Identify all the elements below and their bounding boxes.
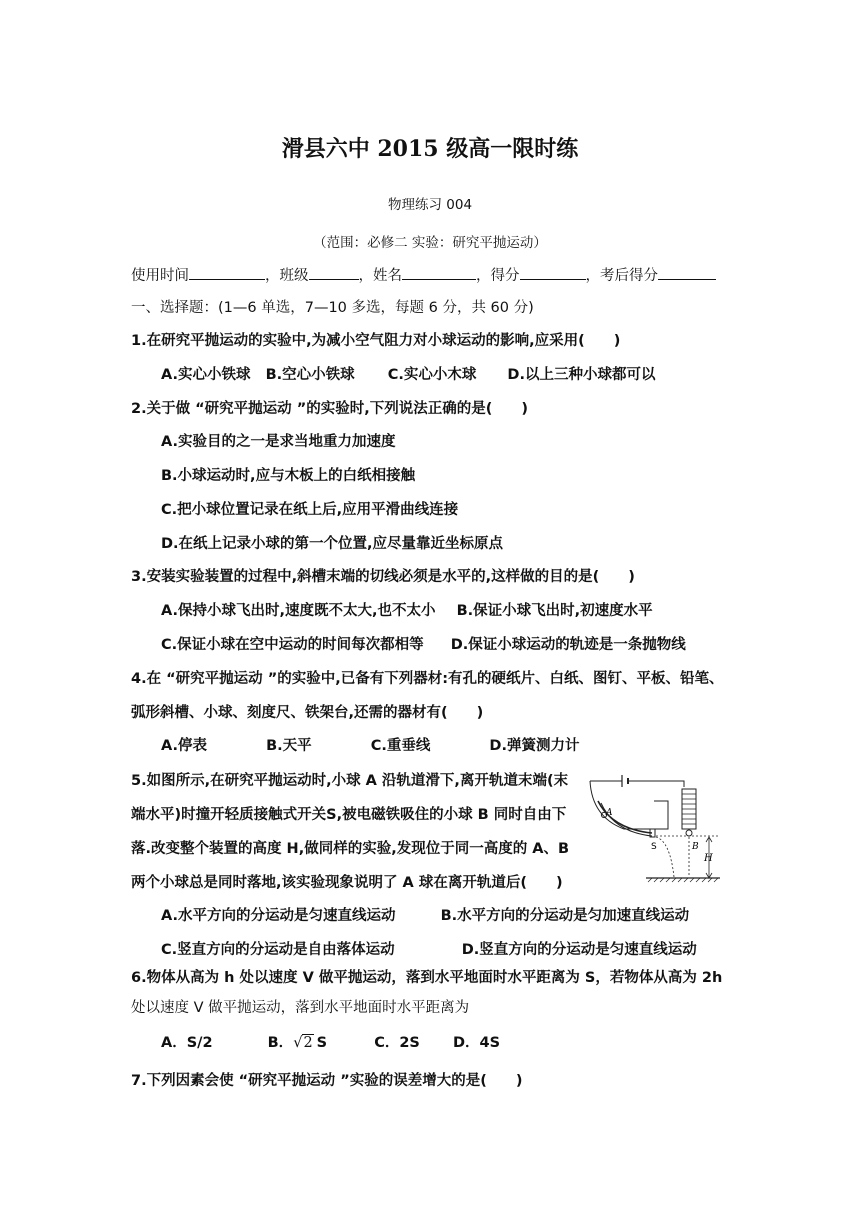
q6-stem-line2: 处以速度 V 做平抛运动，落到水平地面时水平距离为 [131,1000,470,1016]
q1-option-a: A.实心小铁球 [161,367,251,383]
label-b: B [692,842,699,852]
q4-stem-line2: 弧形斜槽、小球、刻度尺、铁架台,还需的器材有( ) [131,705,484,721]
q2-option-a: A.实验目的之一是求当地重力加速度 [161,434,396,450]
q5-stem-line2: 端水平)时撞开轻质接触式开关S,被电磁铁吸住的小球 B 同时自由下 [131,807,567,823]
q3-stem: 3.安装实验装置的过程中,斜槽末端的切线必须是水平的,这样做的目的是( ) [131,569,635,585]
time-blank[interactable] [189,265,265,280]
q5-options-row2 [161,940,697,960]
q5-stem-line1: 5.如图所示,在研究平抛运动时,小球 A 沿轨道滑下,离开轨道末端(末 [131,773,569,789]
q5-option-a: A.水平方向的分运动是匀速直线运动 [161,908,396,924]
q2-option-b: B.小球运动时,应与木板上的白纸相接触 [161,468,416,484]
q1-options [161,365,655,385]
time-label: 使用时间 [131,268,189,284]
q6-option-b-suffix: S [316,1035,328,1051]
final-score-blank[interactable] [658,265,716,280]
q4-option-c: C.重垂线 [370,738,431,754]
q3-option-b: B.保证小球飞出时,初速度水平 [456,603,653,619]
q6-options [161,1033,500,1053]
page-subtitle: 物理练习 004 [387,197,473,213]
q1-option-d: D.以上三种小球都可以 [507,367,656,383]
class-label: ，班级 [265,268,309,284]
q3-options-row1 [161,601,653,621]
q6-option-b-prefix: B． [267,1035,294,1051]
q5-stem-line3: 落.改变整个装置的高度 H,做同样的实验,发现位于同一高度的 A、B [131,841,570,857]
section-heading-text: 一、选择题：(1—6 单选，7—10 多选，每题 6 分，共 60 分) [131,300,534,316]
q3-option-d: D.保证小球运动的轨迹是一条抛物线 [450,637,686,653]
page-scope: （范围：必修二 实验：研究平抛运动） [313,235,547,251]
q7-stem: 7.下列因素会使 “研究平抛运动 ”实验的误差增大的是( ) [131,1073,523,1089]
q6-option-d: D．4S [452,1035,501,1051]
label-h: H [704,853,713,864]
final-score-label: ，考后得分 [585,268,658,284]
label-s: S [651,842,657,852]
q4-stem-line1: 4.在 “研究平抛运动 ”的实验中,已备有下列器材:有孔的硬纸片、白纸、图钉、平板、铅笔、 [131,671,724,687]
q1-option-c: C.实心小木球 [387,367,477,383]
page-title: 滑县六中 2015 级高一限时练 [281,136,579,162]
sqrt-symbol: √2 [293,1035,313,1051]
q6-option-b [268,1035,328,1051]
q6-option-c: C．2S [374,1035,420,1051]
q3-option-c: C.保证小球在空中运动的时间每次都相等 [161,637,424,653]
q1-stem: 1.在研究平抛运动的实验中,为减小空气阻力对小球运动的影响,应采用( ) [131,333,621,349]
q5-stem-line4: 两个小球总是同时落地,该实验现象说明了 A 球在离开轨道后( ) [131,875,563,891]
q5-option-d: D.竖直方向的分运动是匀速直线运动 [461,942,697,958]
q1-option-b: B.空心小铁球 [265,367,355,383]
q2-option-c: C.把小球位置记录在纸上后,应用平滑曲线连接 [161,502,459,518]
q4-option-a: A.停表 [161,738,207,754]
q4-option-d: D.弹簧测力计 [489,738,580,754]
q2-option-d: D.在纸上记录小球的第一个位置,应尽量靠近坐标原点 [161,536,504,552]
name-label: ，姓名 [358,268,402,284]
name-blank[interactable] [402,265,476,280]
figure-background [584,767,726,887]
q6-option-a: A．S/2 [161,1035,213,1051]
q5-options-row1 [161,906,689,926]
section-heading [131,298,534,318]
score-label: ，得分 [476,268,520,284]
q4-options [161,736,579,756]
score-blank[interactable] [520,265,586,280]
q3-option-a: A.保持小球飞出时,速度既不太大,也不太小 [161,603,436,619]
q2-stem: 2.关于做 “研究平抛运动 ”的实验时,下列说法正确的是( ) [131,401,529,417]
q3-options-row2 [161,635,686,655]
q5-option-b: B.水平方向的分运动是匀加速直线运动 [440,908,690,924]
q4-option-b: B.天平 [266,738,312,754]
class-blank[interactable] [309,265,359,280]
q5-apparatus-figure [584,767,726,887]
info-line [131,265,716,286]
q5-option-c: C.竖直方向的分运动是自由落体运动 [161,942,395,958]
q6-stem-line1: 6.物体从高为 h 处以速度 V 做平抛运动，落到水平地面时水平距离为 S，若物体从高为 2h [131,970,723,986]
label-a: A [606,808,613,818]
sqrt-radicand: 2 [303,1035,313,1051]
